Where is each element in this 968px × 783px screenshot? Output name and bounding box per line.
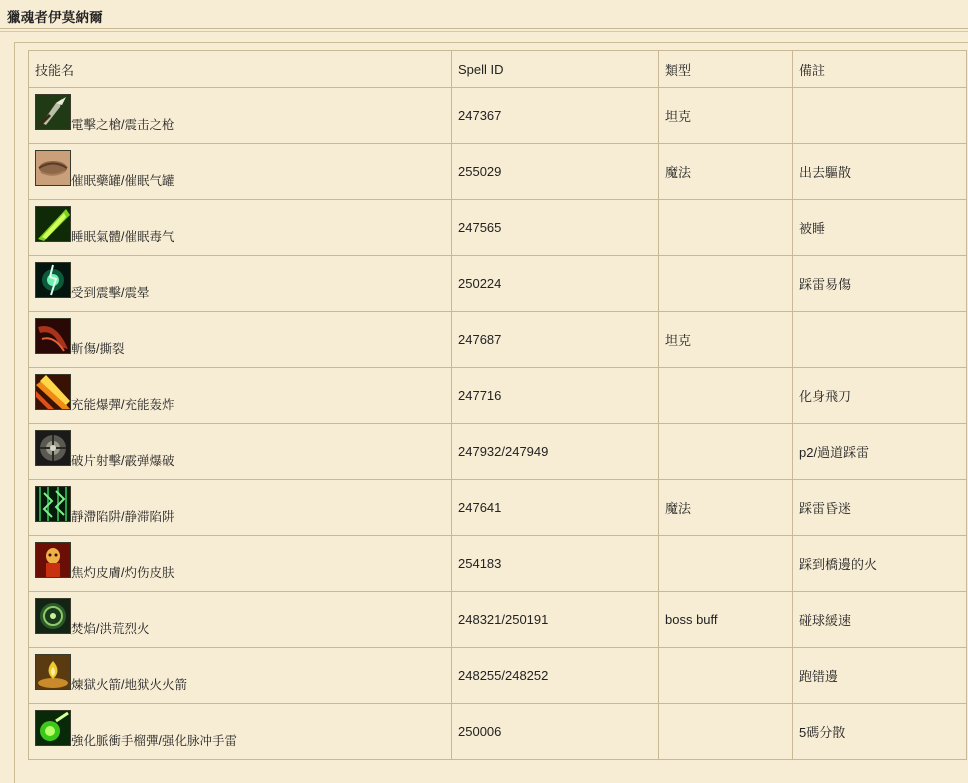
note-cell: 被睡 xyxy=(793,200,967,256)
type-cell xyxy=(659,536,793,592)
skill-name-link[interactable]: 焦灼皮膚/灼伤皮肤 xyxy=(71,566,175,580)
skill-name-link[interactable]: 充能爆彈/充能轰炸 xyxy=(71,398,175,412)
note-cell: 踩雷易傷 xyxy=(793,256,967,312)
type-cell xyxy=(659,648,793,704)
fire-streak-icon xyxy=(35,374,71,410)
skill-name-cell xyxy=(29,480,452,536)
skill-name-link[interactable]: 睡眠氣體/催眠毒气 xyxy=(71,230,175,244)
pulse-grenade-icon xyxy=(35,710,71,746)
spell-id-cell: 247565 xyxy=(452,200,659,256)
note-cell: p2/過道踩雷 xyxy=(793,424,967,480)
skill-name-link[interactable]: 催眠藥罐/催眠气罐 xyxy=(71,174,175,188)
skill-name-cell xyxy=(29,592,452,648)
skill-name-link[interactable]: 焚焰/洪荒烈火 xyxy=(71,622,150,636)
skill-name-link[interactable]: 斬傷/撕裂 xyxy=(71,342,125,356)
spell-id-cell: 250224 xyxy=(452,256,659,312)
spell-id-cell: 247641 xyxy=(452,480,659,536)
skill-name-link[interactable]: 破片射擊/霰弹爆破 xyxy=(71,454,175,468)
spell-id-cell: 248255/248252 xyxy=(452,648,659,704)
note-cell: 踩雷昏迷 xyxy=(793,480,967,536)
type-cell xyxy=(659,424,793,480)
skill-name-cell xyxy=(29,200,452,256)
spell-id-cell: 247716 xyxy=(452,368,659,424)
table-row xyxy=(29,144,967,200)
table-row xyxy=(29,312,967,368)
header-type: 類型 xyxy=(659,51,793,88)
spell-id-cell: 254183 xyxy=(452,536,659,592)
skill-name-cell xyxy=(29,312,452,368)
type-cell: 坦克 xyxy=(659,88,793,144)
header-note: 備註 xyxy=(793,51,967,88)
skill-name-cell xyxy=(29,88,452,144)
spell-id-cell: 247932/247949 xyxy=(452,424,659,480)
spell-id-cell: 247367 xyxy=(452,88,659,144)
skill-name-link[interactable]: 靜滯陷阱/静滞陷阱 xyxy=(71,510,175,524)
skill-name-link[interactable]: 煉獄火箭/地狱火火箭 xyxy=(71,678,187,692)
green-orb-icon xyxy=(35,598,71,634)
table-row xyxy=(29,704,967,760)
table-row xyxy=(29,368,967,424)
shrapnel-icon xyxy=(35,430,71,466)
note-cell: 碰球緩速 xyxy=(793,592,967,648)
stasis-trap-icon xyxy=(35,486,71,522)
type-cell: boss buff xyxy=(659,592,793,648)
table-row xyxy=(29,256,967,312)
table-row xyxy=(29,200,967,256)
page-title: 獵魂者伊莫納爾 xyxy=(7,10,103,25)
skill-name-link[interactable]: 受到震擊/震晕 xyxy=(71,286,150,300)
table-row xyxy=(29,88,967,144)
skills-table xyxy=(28,50,967,760)
table-row xyxy=(29,536,967,592)
table-row xyxy=(29,648,967,704)
note-cell: 跑错邊 xyxy=(793,648,967,704)
header-skill-name: 技能名 xyxy=(29,51,452,88)
page-header xyxy=(0,0,968,29)
spell-id-cell: 247687 xyxy=(452,312,659,368)
skill-name-cell xyxy=(29,256,452,312)
table-row xyxy=(29,592,967,648)
eye-icon xyxy=(35,150,71,186)
note-cell xyxy=(793,312,967,368)
skill-name-cell xyxy=(29,144,452,200)
skill-name-cell xyxy=(29,704,452,760)
type-cell xyxy=(659,200,793,256)
spell-id-cell: 250006 xyxy=(452,704,659,760)
skill-name-cell xyxy=(29,424,452,480)
spear-icon xyxy=(35,94,71,130)
skill-name-cell xyxy=(29,648,452,704)
header-divider xyxy=(0,31,968,32)
note-cell: 踩到橋邊的火 xyxy=(793,536,967,592)
note-cell xyxy=(793,88,967,144)
green-gas-icon xyxy=(35,206,71,242)
type-cell: 魔法 xyxy=(659,144,793,200)
spell-id-cell: 255029 xyxy=(452,144,659,200)
type-cell xyxy=(659,704,793,760)
spell-id-cell: 248321/250191 xyxy=(452,592,659,648)
skill-name-link[interactable]: 電擊之槍/震击之枪 xyxy=(71,118,175,132)
fire-pot-icon xyxy=(35,654,71,690)
shock-orb-icon xyxy=(35,262,71,298)
skill-name-cell xyxy=(29,368,452,424)
table-row xyxy=(29,480,967,536)
type-cell xyxy=(659,368,793,424)
type-cell xyxy=(659,256,793,312)
note-cell: 5碼分散 xyxy=(793,704,967,760)
table-row xyxy=(29,424,967,480)
skill-name-cell xyxy=(29,536,452,592)
type-cell: 坦克 xyxy=(659,312,793,368)
burning-figure-icon xyxy=(35,542,71,578)
type-cell: 魔法 xyxy=(659,480,793,536)
table-header-row xyxy=(29,51,967,88)
claw-icon xyxy=(35,318,71,354)
note-cell: 出去驅散 xyxy=(793,144,967,200)
header-spell-id: Spell ID xyxy=(452,51,659,88)
skill-name-link[interactable]: 強化脈衝手榴彈/强化脉冲手雷 xyxy=(71,734,237,748)
note-cell: 化身飛刀 xyxy=(793,368,967,424)
